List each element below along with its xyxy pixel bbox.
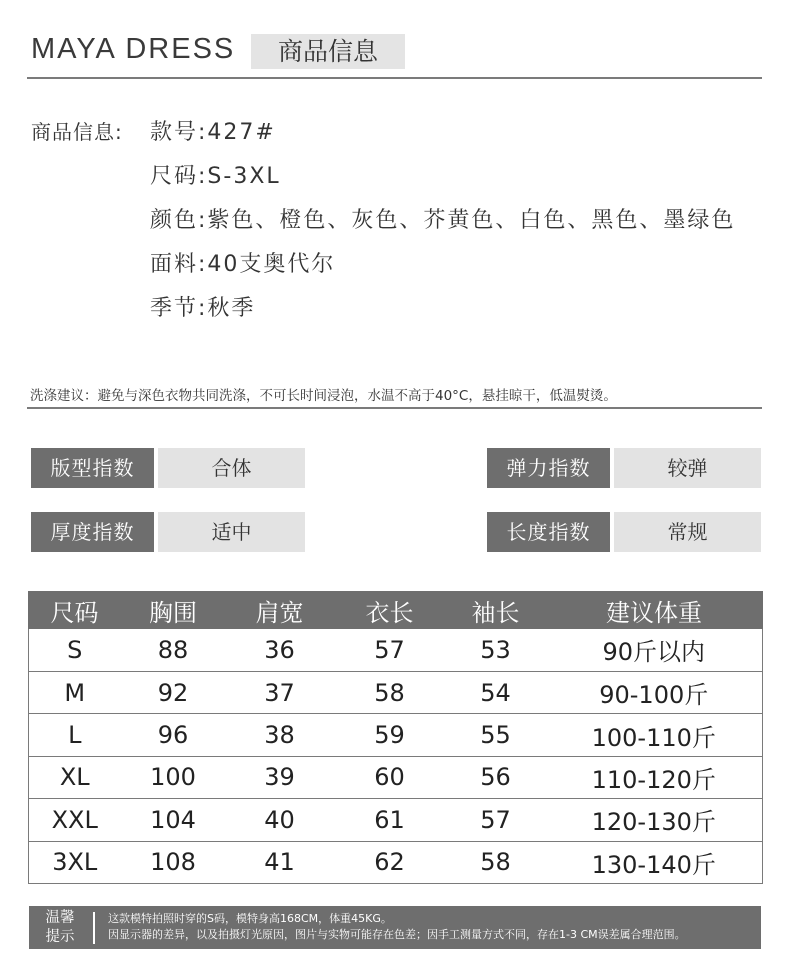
table-row <box>29 756 763 798</box>
header-weight: 建议体重 <box>546 591 763 629</box>
cell-bust: 100 <box>121 756 226 798</box>
cell-length: 59 <box>334 714 446 756</box>
fit-index-label: 版型指数 <box>31 448 154 488</box>
header-divider <box>27 77 762 79</box>
cell-size: L <box>29 714 121 756</box>
cell-weight: 120-130斤 <box>546 799 763 841</box>
header-bust: 胸围 <box>121 591 226 629</box>
cell-sleeve: 55 <box>446 714 546 756</box>
info-colors: 颜色:紫色、橙色、灰色、芥黄色、白色、黑色、墨绿色 <box>150 208 736 233</box>
cell-bust: 88 <box>121 629 226 671</box>
cell-size: XL <box>29 756 121 798</box>
cell-sleeve: 53 <box>446 629 546 671</box>
thickness-index <box>31 512 305 552</box>
cell-shoulder: 37 <box>226 671 334 713</box>
thickness-index-label: 厚度指数 <box>31 512 154 552</box>
cell-sleeve: 54 <box>446 671 546 713</box>
header-shoulder: 肩宽 <box>226 591 334 629</box>
cell-length: 61 <box>334 799 446 841</box>
length-index-value: 常规 <box>614 512 761 552</box>
fit-index-value: 合体 <box>158 448 305 488</box>
cell-bust: 104 <box>121 799 226 841</box>
table-row <box>29 629 763 671</box>
stretch-index-value: 较弹 <box>614 448 761 488</box>
info-label: 商品信息: <box>31 120 123 144</box>
table-row <box>29 841 763 883</box>
cell-shoulder: 40 <box>226 799 334 841</box>
wash-advice: 洗涤建议：避免与深色衣物共同洗涤，不可长时间浸泡，水温不高于40°C，悬挂晾干，低温熨烫。 <box>30 388 617 404</box>
length-index <box>487 512 761 552</box>
warm-tips-title <box>29 906 91 949</box>
cell-weight: 100-110斤 <box>546 714 763 756</box>
warm-tips-title-line2: 提示 <box>45 929 75 945</box>
cell-shoulder: 39 <box>226 756 334 798</box>
cell-weight: 90斤以内 <box>546 629 763 671</box>
stretch-index <box>487 448 761 488</box>
header-length: 衣长 <box>334 591 446 629</box>
cell-length: 57 <box>334 629 446 671</box>
stretch-index-label: 弹力指数 <box>487 448 610 488</box>
warm-tips-line2: 因显示器的差异，以及拍摄灯光原因，图片与实物可能存在色差；因手工测量方式不同，存在1-3 CM误差属合理范围。 <box>108 928 686 941</box>
header-sleeve: 袖长 <box>446 591 546 629</box>
cell-weight: 130-140斤 <box>546 841 763 883</box>
table-row <box>29 799 763 841</box>
cell-bust: 96 <box>121 714 226 756</box>
cell-size: M <box>29 671 121 713</box>
warm-tips-divider <box>93 912 95 944</box>
length-index-label: 长度指数 <box>487 512 610 552</box>
cell-weight: 110-120斤 <box>546 756 763 798</box>
size-table-header-row <box>29 591 763 629</box>
cell-size: XXL <box>29 799 121 841</box>
cell-size: 3XL <box>29 841 121 883</box>
warm-tips-banner <box>29 906 761 949</box>
cell-size: S <box>29 629 121 671</box>
fit-index <box>31 448 305 488</box>
cell-length: 62 <box>334 841 446 883</box>
cell-length: 60 <box>334 756 446 798</box>
cell-weight: 90-100斤 <box>546 671 763 713</box>
warm-tips-title-line1: 温馨 <box>45 910 75 926</box>
brand-title: MAYA DRESS <box>31 33 236 65</box>
table-row <box>29 714 763 756</box>
thickness-index-value: 适中 <box>158 512 305 552</box>
warm-tips-text <box>108 911 686 943</box>
cell-bust: 108 <box>121 841 226 883</box>
cell-sleeve: 57 <box>446 799 546 841</box>
info-size-range: 尺码:S-3XL <box>150 164 281 189</box>
cell-shoulder: 38 <box>226 714 334 756</box>
size-chart-table <box>28 591 763 884</box>
cell-bust: 92 <box>121 671 226 713</box>
info-style-number: 款号:427# <box>150 120 276 145</box>
cell-sleeve: 56 <box>446 756 546 798</box>
cell-shoulder: 41 <box>226 841 334 883</box>
info-fabric: 面料:40支奥代尔 <box>150 252 336 277</box>
cell-shoulder: 36 <box>226 629 334 671</box>
header-size: 尺码 <box>29 591 121 629</box>
cell-sleeve: 58 <box>446 841 546 883</box>
table-row <box>29 671 763 713</box>
wash-divider <box>27 407 762 409</box>
section-tag: 商品信息 <box>251 34 405 69</box>
warm-tips-line1: 这款模特拍照时穿的S码，模特身高168CM，体重45KG。 <box>108 912 392 925</box>
info-season: 季节:秋季 <box>150 296 256 321</box>
cell-length: 58 <box>334 671 446 713</box>
